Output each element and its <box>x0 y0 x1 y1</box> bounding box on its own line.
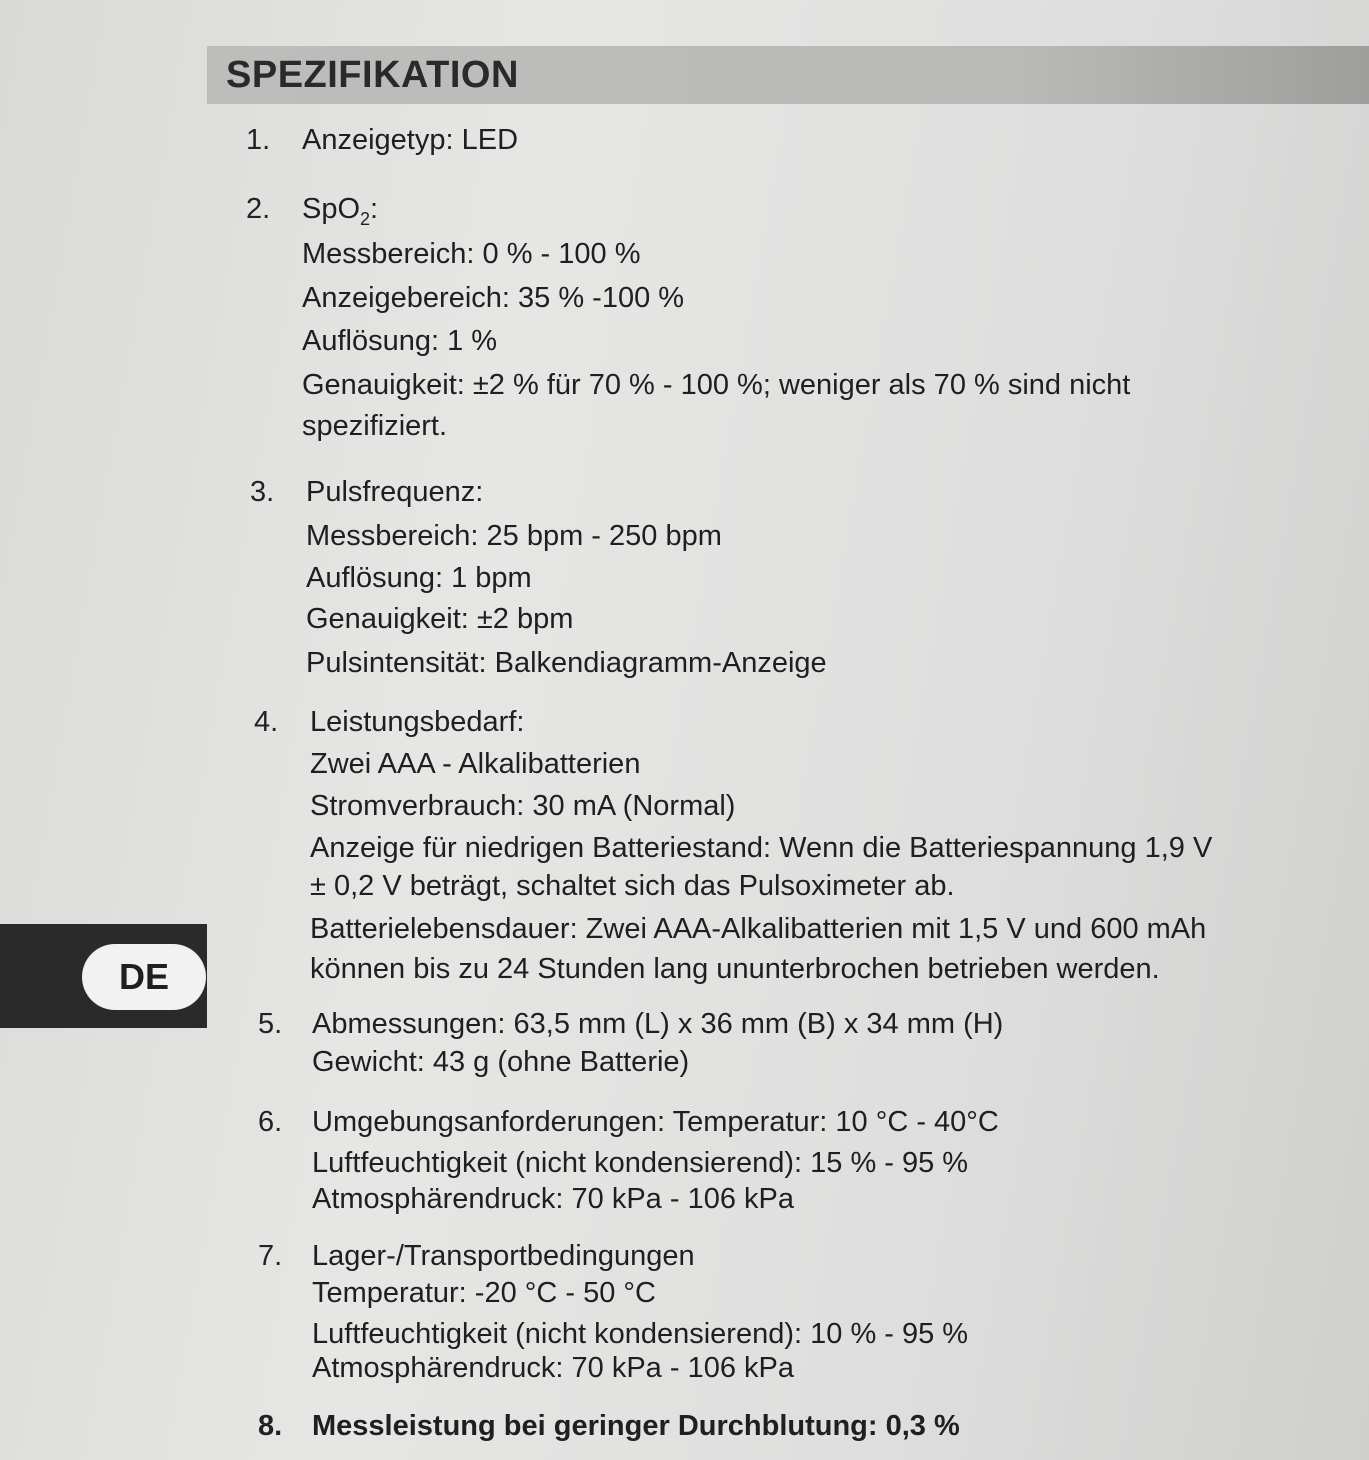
spec-line: Atmosphärendruck: 70 kPa - 106 kPa <box>312 1352 794 1384</box>
spec-line: Leistungsbedarf: <box>310 706 525 738</box>
spec-line: Stromverbrauch: 30 mA (Normal) <box>310 790 736 822</box>
spec-line: Luftfeuchtigkeit (nicht kondensierend): 10 % - 95 % <box>312 1318 969 1350</box>
spec-line: Pulsintensität: Balkendiagramm-Anzeige <box>306 647 827 679</box>
spec-line: Temperatur: -20 °C - 50 °C <box>312 1277 656 1309</box>
spec-line: Anzeige für niedrigen Batteriestand: Wenn die Batteriespannung 1,9 V <box>310 832 1213 864</box>
item-number: 5. <box>258 1008 283 1040</box>
spec-line: Atmosphärendruck: 70 kPa - 106 kPa <box>312 1183 794 1215</box>
spec-line: Umgebungsanforderungen: Temperatur: 10 °C - 40°C <box>312 1106 999 1138</box>
spec-line: Gewicht: 43 g (ohne Batterie) <box>312 1046 690 1078</box>
spec-line: Zwei AAA - Alkalibatterien <box>310 748 641 780</box>
spec-line: ± 0,2 V beträgt, schaltet sich das Pulsoximeter ab. <box>310 870 955 902</box>
item-number: 2. <box>246 193 271 225</box>
spec-line: Abmessungen: 63,5 mm (L) x 36 mm (B) x 34 mm (H) <box>312 1008 1004 1040</box>
spec-line: Batterielebensdauer: Zwei AAA-Alkalibatterien mit 1,5 V und 600 mAh <box>310 913 1207 945</box>
language-badge: DE <box>82 944 206 1010</box>
spec-line: Lager-/Transportbedingungen <box>312 1240 695 1272</box>
spec-line: Genauigkeit: ±2 bpm <box>306 603 574 635</box>
spec-line: Auflösung: 1 bpm <box>306 562 532 594</box>
spec-line: Messbereich: 0 % - 100 % <box>302 238 641 270</box>
item-number: 3. <box>250 476 275 508</box>
spec-line: Messleistung bei geringer Durchblutung: 0,3 % <box>312 1410 960 1442</box>
item-number: 1. <box>246 124 271 156</box>
spec-line: Messbereich: 25 bpm - 250 bpm <box>306 520 722 552</box>
spec-line: Pulsfrequenz: <box>306 476 484 508</box>
item-number: 6. <box>258 1106 283 1138</box>
spec-line: Auflösung: 1 % <box>302 325 498 357</box>
spec-line: spezifiziert. <box>302 410 448 442</box>
spec-line: Anzeigebereich: 35 % -100 % <box>302 282 685 314</box>
section-title: SPEZIFIKATION <box>226 54 519 96</box>
item-number: 4. <box>254 706 279 738</box>
spec-item-title: SpO$_2$: <box>302 193 379 229</box>
spec-line: Luftfeuchtigkeit (nicht kondensierend): 15 % - 95 % <box>312 1147 969 1179</box>
spec-line: können bis zu 24 Stunden lang ununterbrochen betrieben werden. <box>310 953 1160 985</box>
item-number: 8. <box>258 1410 283 1442</box>
spec-line: Anzeigetyp: LED <box>302 124 519 156</box>
spec-line: Genauigkeit: ±2 % für 70 % - 100 %; weniger als 70 % sind nicht <box>302 369 1131 401</box>
item-number: 7. <box>258 1240 283 1272</box>
